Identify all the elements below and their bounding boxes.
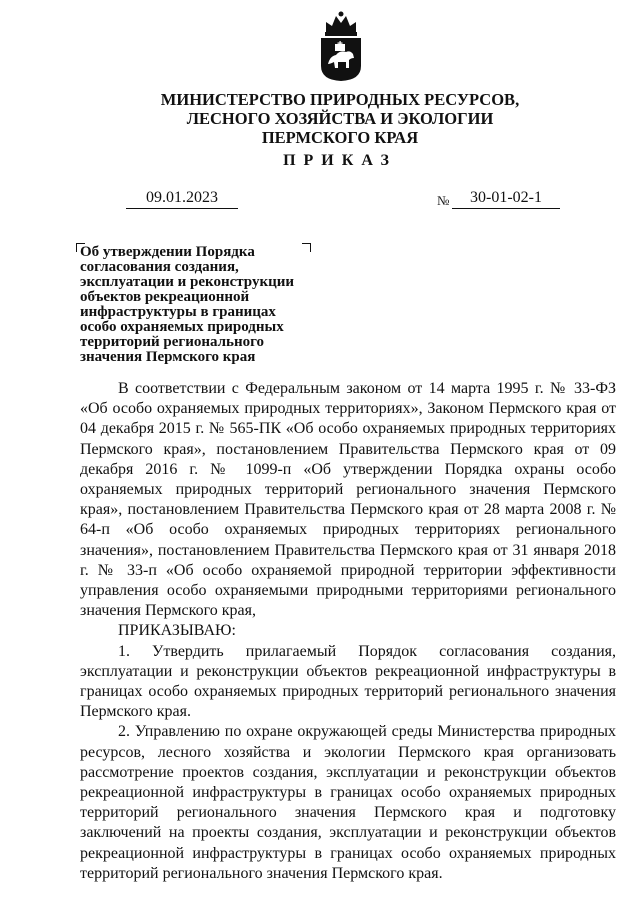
- org-line-2: ЛЕСНОГО ХОЗЯЙСТВА И ЭКОЛОГИИ: [186, 109, 494, 128]
- subject-line-3: эксплуатации и реконструкции: [80, 274, 295, 290]
- org-line-1: МИНИСТЕРСТВО ПРИРОДНЫХ РЕСУРСОВ,: [160, 90, 520, 109]
- order-directive: ПРИКАЗЫВАЮ:: [118, 622, 236, 640]
- clause-1: 1. Утвердить прилагаемый Порядок согласования создания, эксплуатации и реконструкции объектов рекреационной инфраструктуры в границах особо охраняемых природных территорий регионального значения Пермского края.: [80, 642, 616, 721]
- subject-line-5: инфраструктуры в границах: [80, 304, 276, 320]
- number-label: №: [437, 193, 450, 208]
- document-type: ПРИКАЗ: [283, 152, 397, 169]
- subject-line-6: особо охраняемых природных: [80, 319, 284, 335]
- clause-2: 2. Управлению по охране окружающей среды Министерства природных ресурсов, лесного хозяйства и экологии Пермского края организовать рассмотрение проектов создания, эксплуатации и реконструкции объектов рекреационной инфраструктуры в границах особо охраняемых природных территорий регионального значения Пермского края и подготовку заключений на проекты создания, эксплуатации и реконструкции объектов рекреационной инфраструктуры в границах особо охраняемых природных территорий регионального значения Пермского края.: [80, 723, 616, 882]
- corner-mark-left: [76, 243, 85, 252]
- subject-line-4: объектов рекреационной: [80, 289, 250, 305]
- subject-line-2: согласования создания,: [80, 259, 239, 275]
- subject-line-7: территорий регионального: [80, 334, 265, 350]
- subject-line-8: значения Пермского края: [80, 349, 256, 365]
- org-line-3: ПЕРМСКОГО КРАЯ: [261, 128, 419, 147]
- ministry-name: [120, 90, 560, 147]
- order-body: [80, 379, 616, 884]
- order-number: 30-01-02-1: [452, 189, 560, 209]
- order-date: 09.01.2023: [126, 189, 238, 209]
- corner-mark-right: [302, 243, 311, 252]
- order-subject: [80, 245, 310, 365]
- subject-line-1: Об утверждении Порядка: [80, 244, 255, 260]
- preamble-paragraph: В соответствии с Федеральным законом от 14 марта 1995 г. № 33-ФЗ «Об особо охраняемых природных территориях», Законом Пермского края от 04 декабря 2015 г. № 565-ПК «Об особо охраняемых природных территориях Пермского края», постановлением Правительства Пермского края от 09 декабря 2016 г. № 1099-п «Об утверждении Порядка охраны особо охраняемых природных территорий регионального значения Пермского края», постановлением Правительства Пермского края от 28 марта 2008 г. № 64-п «Об особо охраняемых природных территориях регионального значения», постановлением Правительства Пермского края от 31 января 2018 г. № 33-п «Об особо охраняемой природной территории эффективности управления особо охраняемыми природными территориями регионального значения Пермского края,: [80, 380, 616, 620]
- subject-block: [80, 245, 310, 365]
- coat-of-arms-icon: [318, 10, 364, 82]
